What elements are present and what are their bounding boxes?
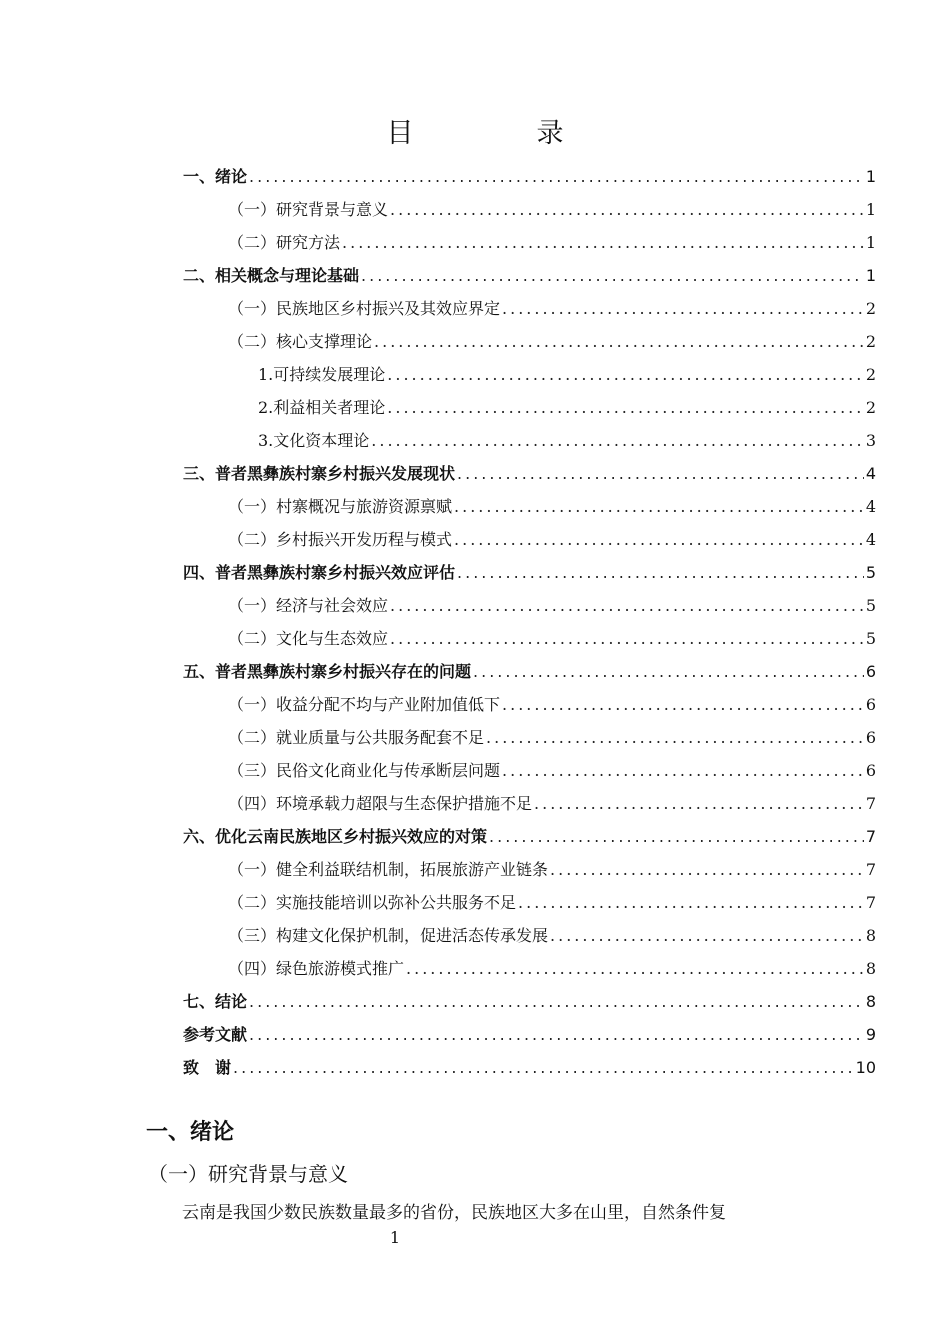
toc-entry-label: （二）文化与生态效应 (228, 629, 389, 648)
toc-entry-page: 8 (865, 959, 876, 978)
toc-entry[interactable] (183, 1051, 876, 1084)
toc-dot-leader (489, 820, 864, 853)
toc-entry-label: 参考文献 (183, 1025, 248, 1044)
section-heading: 一、绪论 (146, 1120, 235, 1145)
toc-entry[interactable] (228, 325, 876, 358)
toc-dot-leader (454, 490, 864, 523)
toc-entry[interactable] (228, 490, 876, 523)
toc-entry-label: 二、相关概念与理论基础 (183, 266, 360, 285)
toc-entry-label: 1.可持续发展理论 (258, 365, 386, 384)
toc-entry-label: （一）健全利益联结机制，拓展旅游产业链条 (228, 860, 549, 879)
toc-entry[interactable] (183, 160, 876, 193)
toc-entry-label: （二）研究方法 (228, 233, 341, 252)
toc-entry[interactable] (228, 919, 876, 952)
toc-entry-label: （一）研究背景与意义 (228, 200, 389, 219)
toc-entry-label: 四、普者黑彝族村寨乡村振兴效应评估 (183, 563, 456, 582)
toc-entry[interactable] (183, 655, 876, 688)
toc-dot-leader (361, 259, 864, 292)
toc-dot-leader (387, 391, 864, 424)
toc-entry-page: 6 (865, 695, 876, 714)
toc-entry[interactable] (258, 391, 876, 424)
toc-dot-leader (233, 1051, 854, 1084)
toc-entry[interactable] (228, 754, 876, 787)
toc-entry-label: 致 谢 (183, 1058, 232, 1077)
toc-entry-label: （四）环境承载力超限与生态保护措施不足 (228, 794, 533, 813)
toc-entry[interactable] (228, 193, 876, 226)
toc-entry[interactable] (228, 952, 876, 985)
toc-entry[interactable] (183, 1018, 876, 1051)
toc-entry-page: 2 (865, 332, 876, 351)
toc-entry-page: 10 (855, 1058, 876, 1077)
toc-entry[interactable] (228, 622, 876, 655)
toc-entry-page: 1 (865, 200, 876, 219)
toc-entry[interactable] (258, 358, 876, 391)
toc-entry-page: 5 (865, 596, 876, 615)
toc-entry-label: 一、绪论 (183, 167, 248, 186)
toc-dot-leader (374, 325, 864, 358)
toc-entry-page: 2 (865, 398, 876, 417)
toc-dot-leader (502, 754, 864, 787)
toc-dot-leader (457, 556, 864, 589)
toc-entry-label: （三）民俗文化商业化与传承断层问题 (228, 761, 501, 780)
toc-dot-leader (249, 985, 864, 1018)
toc-dot-leader (457, 457, 864, 490)
toc-entry-page: 4 (865, 530, 876, 549)
toc-entry-page: 2 (865, 299, 876, 318)
toc-entry-label: （四）绿色旅游模式推广 (228, 959, 405, 978)
toc-entry[interactable] (183, 556, 876, 589)
toc-entry-label: 2.利益相关者理论 (258, 398, 386, 417)
toc-dot-leader (390, 589, 864, 622)
toc-entry-label: （一）民族地区乡村振兴及其效应界定 (228, 299, 501, 318)
toc-entry-page: 7 (865, 827, 876, 846)
toc-entry-label: （三）构建文化保护机制，促进活态传承发展 (228, 926, 549, 945)
toc-dot-leader (502, 292, 864, 325)
toc-entry-page: 4 (865, 464, 876, 483)
toc-dot-leader (454, 523, 864, 556)
toc-dot-leader (473, 655, 864, 688)
toc-entry[interactable] (258, 424, 876, 457)
toc-entry-page: 6 (865, 761, 876, 780)
toc-entry-page: 3 (865, 431, 876, 450)
toc-entry-label: 七、结论 (183, 992, 248, 1011)
subsection-heading: （一）研究背景与意义 (148, 1162, 348, 1186)
toc-entry-label: 五、普者黑彝族村寨乡村振兴存在的问题 (183, 662, 472, 681)
toc-entry[interactable] (228, 721, 876, 754)
toc-entry-label: 三、普者黑彝族村寨乡村振兴发展现状 (183, 464, 456, 483)
toc-dot-leader (406, 952, 864, 985)
toc-dot-leader (371, 424, 864, 457)
toc-entry[interactable] (183, 457, 876, 490)
toc-entry-page: 7 (865, 893, 876, 912)
toc-entry-label: （二）乡村振兴开发历程与模式 (228, 530, 453, 549)
toc-entry-page: 5 (865, 629, 876, 648)
toc-entry-page: 1 (865, 233, 876, 252)
toc-dot-leader (550, 853, 864, 886)
toc-dot-leader (518, 886, 864, 919)
toc-dot-leader (390, 193, 864, 226)
toc-entry[interactable] (228, 688, 876, 721)
toc-entry[interactable] (183, 820, 876, 853)
toc-entry[interactable] (228, 787, 876, 820)
toc-entry-page: 2 (865, 365, 876, 384)
toc-title: 目 录 (386, 118, 612, 149)
toc-dot-leader (534, 787, 864, 820)
toc-dot-leader (502, 688, 864, 721)
toc-entry[interactable] (228, 226, 876, 259)
toc-dot-leader (387, 358, 864, 391)
toc-entry-page: 4 (865, 497, 876, 516)
toc-entry-label: （二）实施技能培训以弥补公共服务不足 (228, 893, 517, 912)
toc-entry[interactable] (228, 589, 876, 622)
toc-entry-page: 7 (865, 860, 876, 879)
toc-entry-label: （二）核心支撑理论 (228, 332, 373, 351)
toc-entry-page: 1 (865, 266, 876, 285)
toc-entry[interactable] (228, 292, 876, 325)
toc-entry[interactable] (228, 886, 876, 919)
toc-dot-leader (342, 226, 864, 259)
toc-dot-leader (249, 160, 864, 193)
toc-entry-label: （一）收益分配不均与产业附加值低下 (228, 695, 501, 714)
toc-entry-page: 8 (865, 926, 876, 945)
toc-entry[interactable] (228, 523, 876, 556)
toc-entry-page: 6 (865, 728, 876, 747)
toc-entry-page: 6 (865, 662, 876, 681)
toc-entry-label: （一）村寨概况与旅游资源禀赋 (228, 497, 453, 516)
toc-entry[interactable] (228, 853, 876, 886)
body-paragraph: 云南是我国少数民族数量最多的省份，民族地区大多在山里，自然条件复 (182, 1203, 726, 1223)
toc-entry[interactable] (183, 985, 876, 1018)
toc-entry-label: 3.文化资本理论 (258, 431, 370, 450)
toc-entry-label: 六、优化云南民族地区乡村振兴效应的对策 (183, 827, 488, 846)
toc-dot-leader (550, 919, 864, 952)
toc-dot-leader (486, 721, 864, 754)
toc-entry-page: 5 (865, 563, 876, 582)
toc-entry-page: 7 (865, 794, 876, 813)
toc-dot-leader (249, 1018, 864, 1051)
toc-entry[interactable] (183, 259, 876, 292)
toc-entry-label: （一）经济与社会效应 (228, 596, 389, 615)
page-number: 1 (389, 1228, 401, 1247)
toc-entry-page: 9 (865, 1025, 876, 1044)
toc-entry-page: 8 (865, 992, 876, 1011)
toc-dot-leader (390, 622, 864, 655)
toc-entry-page: 1 (865, 167, 876, 186)
toc-entry-label: （二）就业质量与公共服务配套不足 (228, 728, 485, 747)
